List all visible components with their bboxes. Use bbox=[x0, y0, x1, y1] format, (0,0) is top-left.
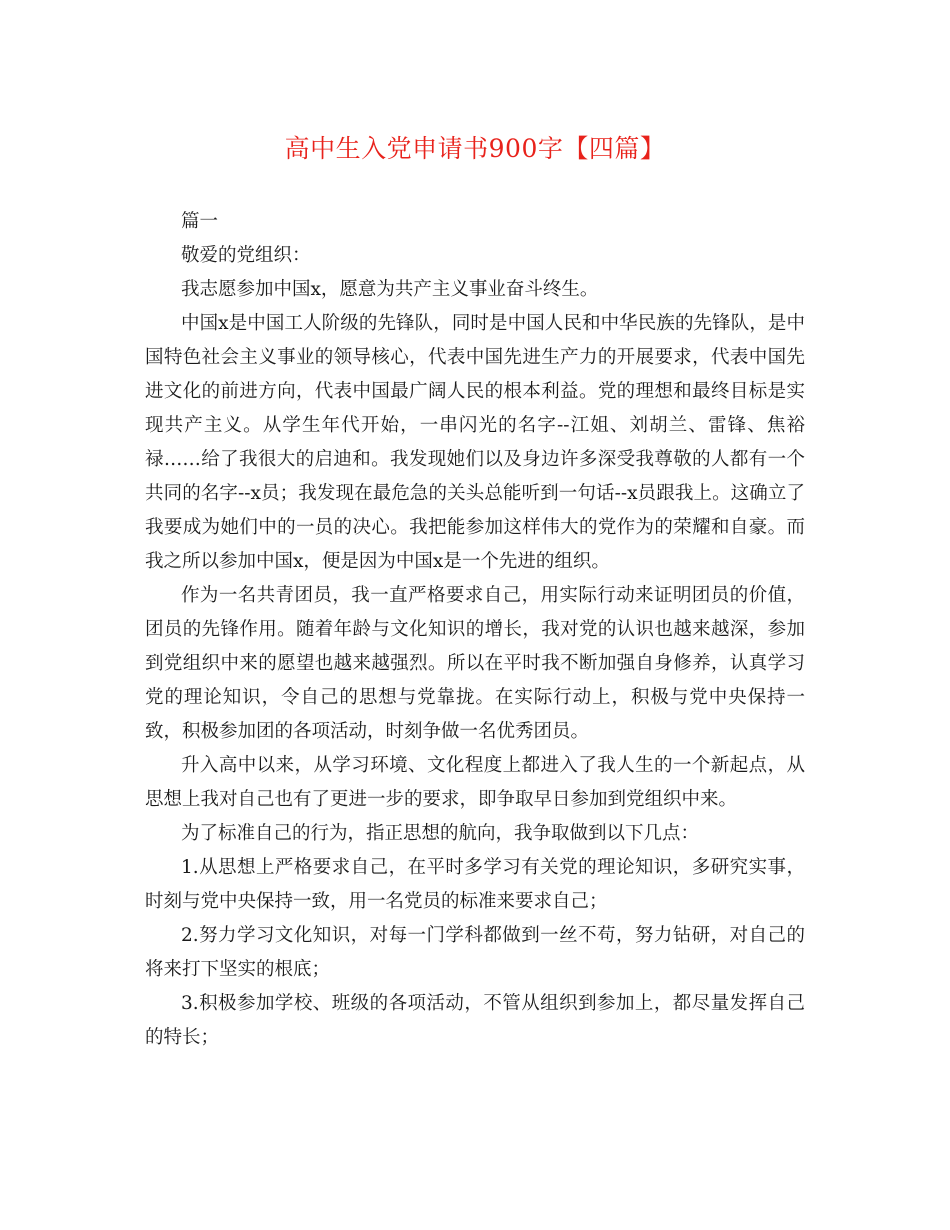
list-item: 1.从思想上严格要求自己，在平时多学习有关党的理论知识，多研究实事，时刻与党中央保持一致，用一名党员的标准来要求自己； bbox=[145, 857, 805, 912]
paragraph: 为了标准自己的行为，指正思想的航向，我争取做到以下几点： bbox=[181, 823, 700, 844]
paragraph: 作为一名共青团员，我一直严格要求自己，用实际行动来证明团员的价值，团员的先锋作用。随着年龄与文化知识的增长，我对党的认识也越来越深，参加到党组织中来的愿望也越来越强烈。所以在平时我不断加强自身修养，认真学习党的理论知识，令自己的思想与党靠拢。在实际行动上，积极与党中央保持一致，积极参加团的各项活动，时刻争做一名优秀团员。 bbox=[145, 585, 805, 742]
paragraph: 中国x是中国工人阶级的先锋队，同时是中国人民和中华民族的先锋队，是中国特色社会主义事业的领导核心，代表中国先进生产力的开展要求，代表中国先进文化的前进方向，代表中国最广阔人民的根本利益。党的理想和最终目标是实现共产主义。从学生年代开始，一串闪光的名字--江姐、刘胡兰、雷锋、焦裕禄……给了我很大的启迪和。我发现她们以及身边许多深受我尊敬的人都有一个共同的名字--x员；我发现在最危急的关头总能听到一句话--x员跟我上。这确立了我要成为她们中的一员的决心。我把能参加这样伟大的党作为的荣耀和自豪。而我之所以参加中国x，便是因为中国x是一个先进的组织。 bbox=[145, 313, 805, 572]
paragraph: 升入高中以来，从学习环境、文化程度上都进入了我人生的一个新起点，从思想上我对自己也有了更进一步的要求，即争取早日参加到党组织中来。 bbox=[145, 755, 805, 810]
list-item: 3.积极参加学校、班级的各项活动，不管从组织到参加上，都尽量发挥自己的特长； bbox=[145, 993, 805, 1048]
paragraph: 我志愿参加中国x，愿意为共产主义事业奋斗终生。 bbox=[181, 279, 599, 300]
salutation: 敬爱的党组织： bbox=[181, 245, 311, 266]
list-item: 2.努力学习文化知识，对每一门学科都做到一丝不苟，努力钻研，对自己的将来打下坚实的根底； bbox=[145, 925, 805, 980]
section-heading: 篇一 bbox=[181, 211, 219, 232]
document-body bbox=[145, 205, 805, 1055]
document-title: 高中生入党申请书900字【四篇】 bbox=[284, 134, 666, 163]
